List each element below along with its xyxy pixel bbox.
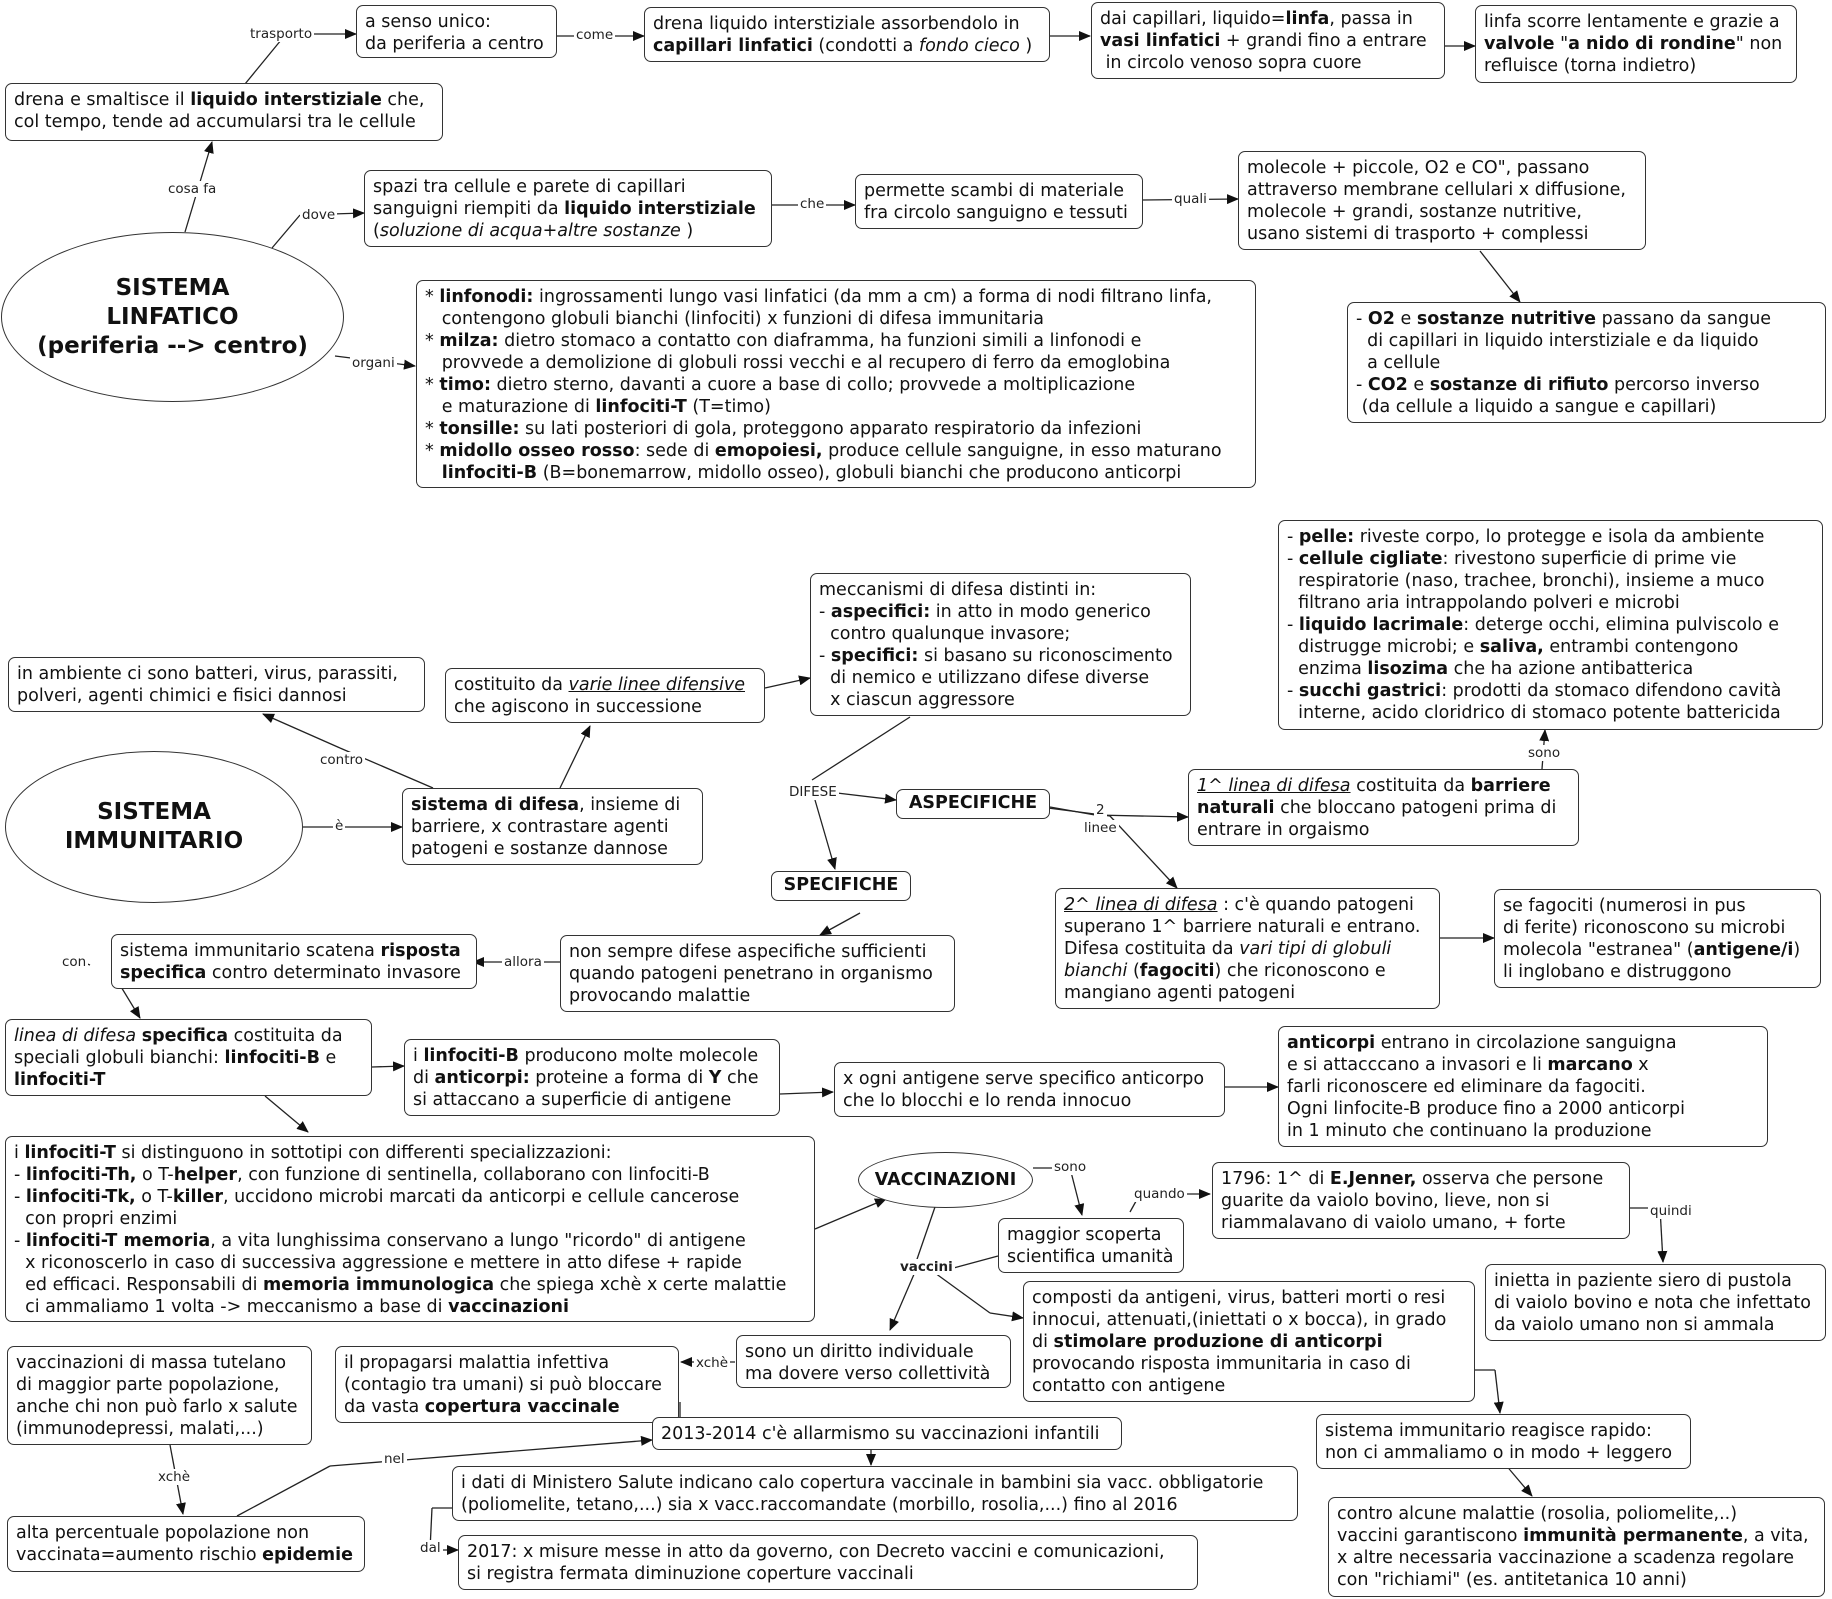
text-line: di capillari in liquido interstiziale e da liquido: [1356, 331, 1759, 351]
text-line: - cellule cigliate: rivestono superficie di prime vie: [1287, 549, 1737, 569]
spazi-cellule-box: [364, 170, 772, 247]
link-label-dal: dal: [420, 1540, 441, 1556]
text-line: sistema di difesa, insieme di: [411, 795, 681, 815]
text-line: entrare in orgaismo: [1197, 820, 1370, 840]
text-line: * milza: dietro stomaco a contatto con diaframma, ha funzioni simili a linfonodi e: [425, 331, 1142, 351]
vaccinazioni-title: VACCINAZIONI: [874, 1170, 1017, 1190]
text-line: 2013-2014 c'è allarmismo su vaccinazioni infantili: [661, 1424, 1100, 1444]
varie-linee-box: [445, 668, 765, 723]
title-line: IMMUNITARIO: [64, 828, 244, 854]
dati-ministero-box: [452, 1466, 1298, 1521]
text-line: molecole + grandi, sostanze nutritive,: [1247, 202, 1582, 222]
drena-liquido-box: [5, 83, 443, 141]
ogni-antigene-box: [834, 1062, 1225, 1117]
text-line: spazi tra cellule e parete di capillari: [373, 177, 686, 197]
link-label-vaccini: vaccini: [900, 1259, 953, 1275]
text-line: non ci ammaliamo o in modo + leggero: [1325, 1443, 1673, 1463]
text-line: x riconoscerlo in caso di successiva aggressione e mettere in atto difese + rapide: [14, 1253, 742, 1273]
text-line: si attaccano a superficie di antigene: [413, 1090, 732, 1110]
text-line: provocando risposta immunitaria in caso di: [1032, 1354, 1411, 1374]
immunita-permanente-box: [1328, 1497, 1825, 1597]
text-line: - liquido lacrimale: deterge occhi, elimina pulviscolo e: [1287, 615, 1779, 635]
text-line: (soluzione di acqua+altre sostanze ): [373, 221, 694, 241]
text-line: contengono globuli bianchi (linfociti) x funzioni di difesa immunitaria: [425, 309, 1044, 329]
text-line: quando patogeni penetrano in organismo: [569, 964, 933, 984]
text-line: (da cellule a liquido a sangue e capillari): [1356, 397, 1717, 417]
decreto-2017-box: [458, 1535, 1198, 1590]
text-line: anticorpi entrano in circolazione sanguigna: [1287, 1033, 1677, 1053]
text-line: composti da antigeni, virus, batteri morti o resi: [1032, 1288, 1446, 1308]
sistema-difesa-box: [402, 788, 703, 865]
text-line: enzima lisozima che ha azione antibatterica: [1287, 659, 1694, 679]
text-line: naturali che bloccano patogeni prima di: [1197, 798, 1557, 818]
text-line: mangiano agenti patogeni: [1064, 983, 1296, 1003]
text-line: anche chi non può farlo x salute: [16, 1397, 298, 1417]
link-label-trasporto: trasporto: [250, 26, 313, 42]
text-line: interne, acido cloridrico di stomaco potente battericida: [1287, 703, 1781, 723]
link-label-sono-barriere: sono: [1528, 745, 1561, 761]
link-label-allora: allora: [504, 954, 542, 970]
text-line: a senso unico:: [365, 12, 491, 32]
seconda-linea-box: [1055, 888, 1440, 1009]
text-line: i dati di Ministero Salute indicano calo copertura vaccinale in bambini sia vacc. obbligatorie: [461, 1473, 1264, 1493]
text-line: x altre necessaria vaccinazione a scadenza regolare: [1337, 1548, 1794, 1568]
aspecifiche-box: [896, 789, 1050, 819]
sistema-immunitario-node: [5, 751, 303, 903]
prima-linea-box: [1188, 769, 1579, 846]
text-line: con propri enzimi: [14, 1209, 178, 1229]
text-line: se fagociti (numerosi in pus: [1503, 896, 1746, 916]
linfociti-b-box: [404, 1039, 780, 1116]
link-label-organi: organi: [352, 355, 395, 371]
text-line: * tonsille: su lati posteriori di gola, proteggono apparato respiratorio da infezioni: [425, 419, 1142, 439]
text-line: dai capillari, liquido=linfa, passa in: [1100, 9, 1413, 29]
text-line: specifica contro determinato invasore: [120, 963, 461, 983]
text-line: vaccini garantiscono immunità permanente, a vita,: [1337, 1526, 1809, 1546]
text-line: - linfociti-T memoria, a vita lunghissima conservano a lungo "ricordo" di antigene: [14, 1231, 746, 1251]
massa-box: [7, 1346, 312, 1445]
text-line: i linfociti-T si distinguono in sottotipi con differenti specializzazioni:: [14, 1143, 612, 1163]
text-line: linfa scorre lentamente e grazie a: [1484, 12, 1780, 32]
text-line: provvede a demolizione di globuli rossi vecchi e al recupero di ferro da emoglobina: [425, 353, 1171, 373]
text-line: drena liquido interstiziale assorbendolo in: [653, 14, 1020, 34]
text-line: x ogni antigene serve specifico anticorpo: [843, 1069, 1205, 1089]
text-line: contatto con antigene: [1032, 1376, 1226, 1396]
non-sempre-box: [560, 935, 955, 1012]
link-label-difese: DIFESE: [789, 784, 837, 800]
text-line: di maggior parte popolazione,: [16, 1375, 280, 1395]
text-line: linfociti-T: [14, 1070, 106, 1090]
text-line: fra circolo sanguigno e tessuti: [864, 203, 1128, 223]
linea-specifica-box: [5, 1019, 372, 1096]
text-line: vasi linfatici + grandi fino a entrare: [1100, 31, 1427, 51]
title-line: SISTEMA: [115, 274, 230, 301]
risposta-specifica-box: [111, 934, 477, 989]
text-line: filtrano aria intrappolando polveri e microbi: [1287, 593, 1680, 613]
link-label-con: con: [62, 954, 87, 970]
text-line: * linfonodi: ingrossamenti lungo vasi linfatici (da mm a cm) a forma di nodi filtrano linfa,: [425, 287, 1212, 307]
text-line: 2^ linea di difesa : c'è quando patogeni: [1064, 895, 1414, 915]
text-line: in 1 minuto che continuano la produzione: [1287, 1121, 1652, 1141]
text-line: x ciascun aggressore: [819, 690, 1015, 710]
link-label-linee: linee: [1084, 820, 1117, 836]
text-line: si registra fermata diminuzione coperture vaccinali: [467, 1564, 914, 1584]
text-line: vaccinazioni di massa tutelano: [16, 1353, 287, 1373]
text-line: drena e smaltisce il liquido interstiziale che,: [14, 90, 425, 110]
text-line: refluisce (torna indietro): [1484, 56, 1697, 76]
link-label-quando: quando: [1134, 1186, 1185, 1202]
text-line: contro qualunque invasore;: [819, 624, 1071, 644]
text-line: speciali globuli bianchi: linfociti-B e: [14, 1048, 337, 1068]
text-line: (immunodepressi, malati,...): [16, 1419, 264, 1439]
inietta-box: [1485, 1264, 1826, 1341]
text-line: * timo: dietro sterno, davanti a cuore a base di collo; provvede a moltiplicazione: [425, 375, 1136, 395]
text-line: scientifica umanità: [1007, 1247, 1174, 1267]
link-label-quali: quali: [1174, 191, 1207, 207]
text-line: linfociti-B (B=bonemarrow, midollo osseo), globuli bianchi che producono anticorpi: [441, 463, 1182, 483]
text-line: (contagio tra umani) si può bloccare: [344, 1375, 662, 1395]
text-line: patogeni e sostanze dannose: [411, 839, 668, 859]
vaccinazioni-node: [858, 1152, 1033, 1208]
text-line: in ambiente ci sono batteri, virus, parassiti,: [17, 664, 398, 684]
text-line: - linfociti-Tk, o T-killer, uccidono microbi marcati da anticorpi e cellule cancerose: [14, 1187, 740, 1207]
text-line: - linfociti-Th, o T-helper, con funzione di sentinella, collaborano con linfociti-B: [14, 1165, 710, 1185]
link-label-e: è: [335, 818, 344, 834]
specifiche-box: [771, 871, 911, 901]
text-line: e maturazione di linfociti-T (T=timo): [425, 397, 771, 417]
link-label-due: 2: [1096, 802, 1105, 818]
text-line: capillari linfatici (condotti a fondo cieco ): [653, 36, 1033, 56]
link-label-xche-propagarsi: xchè: [696, 1355, 729, 1371]
text-line: * midollo osseo rosso: sede di emopoiesi, produce cellule sanguigne, in esso maturano: [425, 441, 1222, 461]
text-line: da periferia a centro: [365, 34, 544, 54]
text-line: ci ammaliamo 1 volta -> meccanismo a base di vaccinazioni: [14, 1297, 569, 1317]
ambiente-box: [8, 657, 425, 712]
text-line: vaccinata=aumento rischio epidemie: [16, 1545, 354, 1565]
jenner-box: [1212, 1162, 1630, 1239]
text-line: inietta in paziente siero di pustola: [1494, 1271, 1792, 1291]
text-line: con "richiami" (es. antitetanica 10 anni): [1337, 1570, 1687, 1590]
text-line: guarite da vaiolo bovino, lieve, non si: [1221, 1191, 1550, 1211]
text-line: usano sistemi di trasporto + complessi: [1247, 224, 1589, 244]
text-line: ed efficaci. Responsabili di memoria immunologica che spiega xchè x certe malattie: [14, 1275, 787, 1295]
fagociti-box: [1494, 889, 1821, 988]
text-line: - CO2 e sostanze di rifiuto percorso inverso: [1356, 375, 1760, 395]
senso-unico-box: [356, 5, 557, 58]
link-label-che: che: [800, 196, 825, 212]
sistema-linfatico-title: [37, 274, 308, 361]
text-line: (poliomelite, tetano,...) sia x vacc.raccomandate (morbillo, rosolia,...) fino al 2016: [461, 1495, 1178, 1515]
text-line: di ferite) riconoscono su microbi: [1503, 918, 1786, 938]
text-line: Ogni linfocite-B produce fino a 2000 anticorpi: [1287, 1099, 1686, 1119]
text-line: - aspecifici: in atto in modo generico: [819, 602, 1151, 622]
scoperta-box: [998, 1218, 1184, 1273]
text-line: sono un diritto individuale: [745, 1342, 974, 1362]
title-line: (periferia --> centro): [37, 332, 308, 359]
text-line: ma dovere verso collettività: [745, 1364, 991, 1384]
text-line: in circolo venoso sopra cuore: [1100, 53, 1362, 73]
text-line: provocando malattie: [569, 986, 751, 1006]
text-line: che lo blocchi e lo renda innocuo: [843, 1091, 1132, 1111]
barriere-naturali-box: [1278, 520, 1823, 730]
link-label-come: come: [576, 27, 614, 43]
text-line: farli riconoscere ed eliminare da fagociti.: [1287, 1077, 1646, 1097]
allarmismo-box: [652, 1417, 1122, 1450]
text-line: a cellule: [1356, 353, 1441, 373]
text-line: il propagarsi malattia infettiva: [344, 1353, 610, 1373]
text-line: 1796: 1^ di E.Jenner, osserva che persone: [1221, 1169, 1604, 1189]
organi-box: [416, 280, 1256, 488]
link-label-sono-vaccinazioni: sono: [1054, 1159, 1087, 1175]
text-line: superano 1^ barriere naturali e entrano.: [1064, 917, 1421, 937]
text-line: sistema immunitario scatena risposta: [120, 941, 461, 961]
propagarsi-box: [335, 1346, 679, 1423]
diritto-box: [736, 1335, 1011, 1388]
text-line: da vaiolo umano non si ammala: [1494, 1315, 1775, 1335]
text-line: barriere, x contrastare agenti: [411, 817, 669, 837]
text-line: innocui, attenuati,(iniettati o x bocca), in grado: [1032, 1310, 1447, 1330]
text-line: Difesa costituita da vari tipi di globuli: [1064, 939, 1392, 959]
link-label-cosa-fa: cosa fa: [168, 181, 217, 197]
text-line: alta percentuale popolazione non: [16, 1523, 310, 1543]
text-line: attraverso membrane cellulari x diffusione,: [1247, 180, 1626, 200]
text-line: contro alcune malattie (rosolia, poliomelite,..): [1337, 1504, 1738, 1524]
capillari-linfatici-box: [644, 7, 1050, 62]
text-line: valvole "a nido di rondine" non: [1484, 34, 1783, 54]
text-line: - pelle: riveste corpo, lo protegge e isola da ambiente: [1287, 527, 1765, 547]
link-label-dove: dove: [302, 207, 336, 223]
valvole-box: [1475, 5, 1797, 83]
text-line: - specifici: si basano su riconoscimento: [819, 646, 1173, 666]
text-line: costituito da varie linee difensive: [454, 675, 745, 695]
scambi-box: [855, 174, 1143, 229]
link-label-contro: contro: [320, 752, 364, 768]
text-line: molecola "estranea" (antigene/i): [1503, 940, 1801, 960]
text-line: di anticorpi: proteine a forma di Y che: [413, 1068, 759, 1088]
text-line: bianchi (fagociti) che riconoscono e: [1064, 961, 1386, 981]
linfociti-t-box: [5, 1136, 815, 1322]
text-line: permette scambi di materiale: [864, 181, 1125, 201]
linfa-vasi-box: [1091, 2, 1445, 79]
text-line: - succhi gastrici: prodotti da stomaco difendono cavità: [1287, 681, 1782, 701]
text-line: linea di difesa specifica costituita da: [14, 1026, 343, 1046]
text-line: - O2 e sostanze nutritive passano da sangue: [1356, 309, 1772, 329]
text-line: maggior scoperta: [1007, 1225, 1162, 1245]
reagisce-box: [1316, 1414, 1691, 1469]
text-line: i linfociti-B producono molte molecole: [413, 1046, 759, 1066]
meccanismi-box: [810, 573, 1191, 716]
composti-box: [1023, 1281, 1475, 1402]
alta-percentuale-box: [7, 1516, 365, 1572]
text-line: col tempo, tende ad accumularsi tra le cellule: [14, 112, 416, 132]
sistema-linfatico-node: [1, 232, 344, 402]
text-line: polveri, agenti chimici e fisici dannosi: [17, 686, 347, 706]
text-line: 1^ linea di difesa costituita da barriere: [1197, 776, 1551, 796]
title-line: LINFATICO: [106, 303, 239, 330]
text-line: 2017: x misure messe in atto da governo, con Decreto vaccini e comunicazioni,: [467, 1542, 1165, 1562]
text-line: sanguigni riempiti da liquido interstiziale: [373, 199, 756, 219]
link-label-xche-massa: xchè: [158, 1469, 191, 1485]
text-line: non sempre difese aspecifiche sufficienti: [569, 942, 927, 962]
text-line: meccanismi di difesa distinti in:: [819, 580, 1097, 600]
aspecifiche-label: ASPECIFICHE: [908, 793, 1038, 813]
text-line: di vaiolo bovino e nota che infettato: [1494, 1293, 1811, 1313]
text-line: che agiscono in successione: [454, 697, 702, 717]
anticorpi-box: [1278, 1026, 1768, 1147]
text-line: respiratorie (naso, trachee, bronchi), insieme a muco: [1287, 571, 1765, 591]
text-line: di nemico e utilizzano difese diverse: [819, 668, 1150, 688]
specifiche-label: SPECIFICHE: [783, 875, 899, 895]
text-line: e si attacccano a invasori e li marcano x: [1287, 1055, 1649, 1075]
text-line: da vasta copertura vaccinale: [344, 1397, 620, 1417]
title-line: SISTEMA: [97, 799, 211, 825]
link-label-quindi: quindi: [1650, 1203, 1692, 1219]
link-label-nel: nel: [384, 1451, 405, 1467]
text-line: riammalavano di vaiolo umano, + forte: [1221, 1213, 1566, 1233]
molecole-box: [1238, 151, 1646, 250]
text-line: sistema immunitario reagisce rapido:: [1325, 1421, 1652, 1441]
text-line: di stimolare produzione di anticorpi: [1032, 1332, 1383, 1352]
o2-co2-box: [1347, 302, 1826, 423]
text-line: molecole + piccole, O2 e CO", passano: [1247, 158, 1590, 178]
text-line: distrugge microbi; e saliva, entrambi contengono: [1287, 637, 1739, 657]
sistema-immunitario-title: [65, 798, 243, 856]
text-line: li inglobano e distruggono: [1503, 962, 1732, 982]
